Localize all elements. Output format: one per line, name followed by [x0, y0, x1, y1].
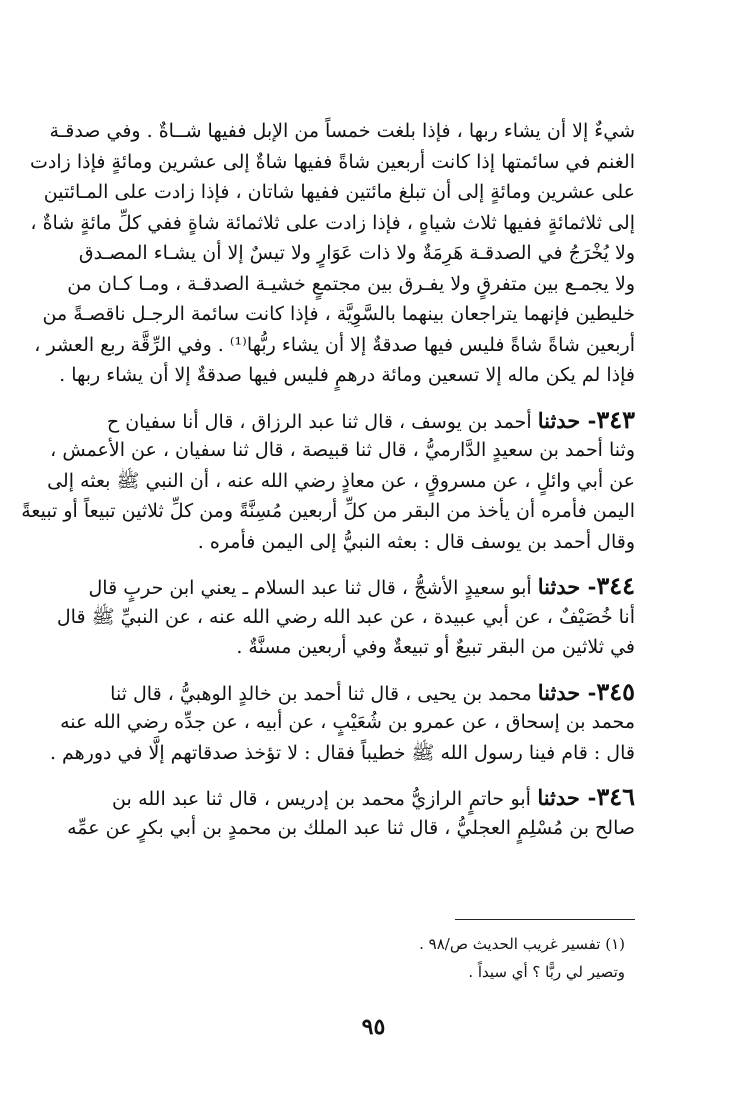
text-line: اليمن فأمره أن يأخذ من البقر من كلِّ أربعين مُسِنَّةً ومن كلِّ ثلاثين تبيعاً أو تبيعةً	[21, 500, 635, 522]
hadith-number: ٣٤٥	[596, 676, 635, 706]
hadith-text: أبو سعيدٍ الأشجُّ ، قال ثنا عبد السلام ـ يعني ابن حربٍ قال	[88, 577, 532, 599]
hadith-lead: - حدثنا	[537, 574, 597, 599]
text-line: شيءٌ إلا أن يشاء ربها ، فإذا بلغت خمساً من الإبل ففيها شــاةٌ . وفي صدقـة	[49, 120, 635, 142]
hadith-first-line	[106, 404, 635, 436]
text-line: الغنم في سائمتها إذا كانت أربعين شاةً ففيها شاةٌ إلى عشرين ومائةٍ فإذا زادت	[30, 150, 635, 173]
hadith-lead: - حدثنا	[537, 407, 597, 433]
hadith-first-line	[112, 677, 635, 708]
hadith-lead: - حدثنا	[537, 679, 597, 705]
hadith-343	[21, 404, 635, 558]
text-line: عن أبي وائلٍ ، عن مسروقٍ ، عن معاذٍ رضي الله عنه ، أن النبي ﷺ بعثه إلى	[47, 469, 635, 492]
text-line: في ثلاثين من البقر تبيعٌ أو تبيعةٌ وفي أربعين مسنَّةٌ .	[236, 636, 635, 658]
footnote: وتصير لي ربًّا ؟ أي سيداً .	[468, 963, 625, 981]
hadith-345	[49, 676, 635, 769]
text-line: وقال أحمد بن يوسف قال : بعثه النبيُّ إلى اليمن فأمره .	[197, 530, 635, 553]
text-line: على عشرين ومائةٍ إلى أن تبلغ مائتين ففيها شاتان ، فإذا زادت على المـائتين	[43, 181, 635, 203]
main-text	[21, 116, 635, 843]
text-line: خليطين فإنهما يتراجعان بينهما بالسَّوِيَّة ، فإذا كانت سائمة الرجـل ناقصـةً من	[42, 303, 635, 325]
text-line: ولا يُخْرَجُ في الصدقـة هَرِمَةٌ ولا ذات عَوَارٍ ولا تيسٌ إلا أن يشـاء المصـدق	[78, 242, 635, 264]
hadith-number: ٣٤٦	[596, 782, 635, 811]
intro-paragraph	[30, 116, 635, 391]
footnotes	[112, 930, 625, 986]
hadith-344	[56, 571, 635, 663]
hadith-first-line	[88, 571, 635, 602]
page-number: ٩٥	[361, 1014, 386, 1040]
hadith-number: ٣٤٣	[596, 404, 635, 434]
text-line: أنا خُصَيْفٌ ، عن أبي عبيدة ، عن عبد الله رضي الله عنه ، عن النبيِّ ﷺ قال	[56, 605, 635, 628]
hadith-first-line	[112, 782, 635, 813]
text-line: أربعين شاةً شاةً فليس فيها صدقةٌ إلا أن يشاء ربُّها⁽¹⁾ . وفي الرِّقَّة ربع العشر ،	[34, 333, 635, 356]
hadith-346	[67, 782, 635, 843]
hadith-text: أبو حاتمٍ الرازيُّ محمد بن إدريس ، قال ثنا عبد الله بن	[112, 788, 531, 810]
hadith-lead: - حدثنا	[537, 785, 597, 810]
footnote: (١) تفسير غريب الحديث ص/٩٨ .	[419, 935, 625, 953]
hadith-text: أحمد بن يوسف ، قال ثنا عبد الرزاق ، قال أنا سفيان ح	[106, 410, 532, 433]
text-line: قال : قام فينا رسول الله ﷺ خطيباً فقال : لا تؤخذ صدقاتهم إلَّا في دورهم .	[49, 741, 635, 764]
text-line: فإذا لم يكن ماله إلا تسعين ومائة درهمٍ فليس فيها صدقةٌ إلا أن يشاء ربها .	[59, 364, 635, 386]
text-line: محمد بن إسحاق ، عن عمرو بن شُعَيْبٍ ، عن أبيه ، عن جدِّه رضي الله عنه	[60, 711, 635, 733]
text-line: صالح بن مُسْلِمٍ العجليُّ ، قال ثنا عبد الملك بن محمدٍ بن أبي بكرٍ عن عمِّه	[67, 816, 635, 839]
hadith-number: ٣٤٤	[596, 571, 635, 600]
hadith-text: محمد بن يحيى ، قال ثنا أحمد بن خالدٍ الوهبيُّ ، قال ثنا	[110, 682, 532, 705]
text-line: وثنا أحمد بن سعيدٍ الدَّارميُّ ، قال ثنا قبيصة ، قال ثنا سفيان ، عن الأعمش ،	[50, 439, 635, 461]
footnote-divider	[455, 919, 635, 920]
text-line: إلى ثلاثمائةٍ ففيها ثلاث شياهٍ ، فإذا زادت على ثلاثمائة شاةٍ ففي كلِّ مائةٍ شاةٌ ،	[30, 211, 635, 234]
text-line: ولا يجمـع بين متفرقٍ ولا يفـرق بين مجتمعٍ خشيـة الصدقـة ، ومـا كـان من	[67, 272, 635, 295]
